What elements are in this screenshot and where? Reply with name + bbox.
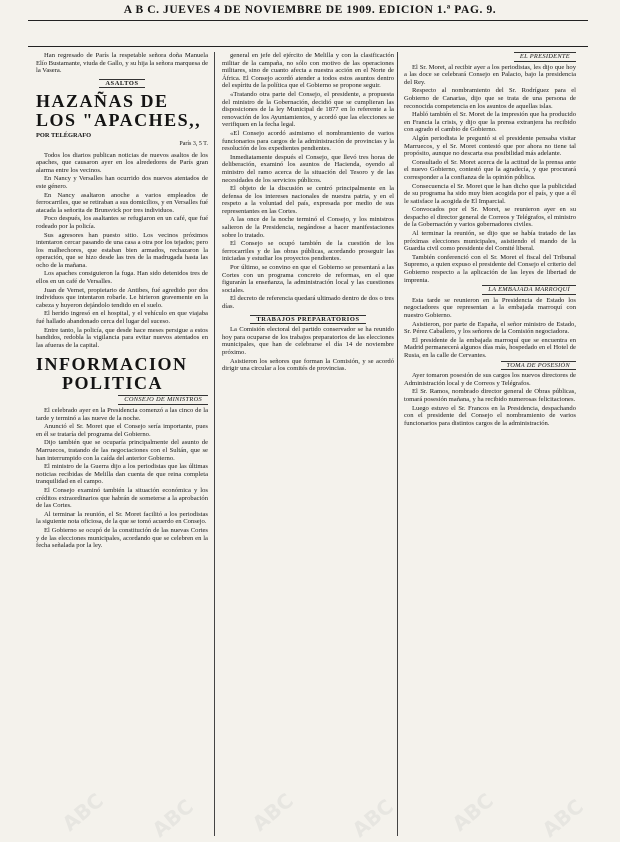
headline-line-1: INFORMACION [36, 354, 188, 375]
article-paragraph: «El Consejo acordó asimismo el nombramiento de varios funcionarios para cargos de la administración de provincias y la resolución de los expedientes pendientes. [222, 129, 394, 153]
article-paragraph: El decreto de referencia quedará ultimado dentro de dos o tres días. [222, 295, 394, 310]
section-subhead-embajada: LA EMBAJADA MARROQUÍ [404, 285, 576, 295]
watermark: ABC [537, 794, 588, 842]
article-paragraph: Juan de Vernet, propietario de Antibes, fué agredido por dos individuos que intentaron robarle. Le hirieron gravemente en la cabeza y huyeron dejándolo tendido en el suelo. [36, 286, 208, 309]
header-rule-top [28, 20, 588, 21]
article-paragraph: Ayer tomaron posesión de sus cargos los nuevos directores de Administración local y de Correos y Telégrafos. [404, 372, 576, 387]
byline: POR TELÉGRAFO [36, 132, 92, 140]
watermark: ABC [57, 788, 108, 836]
article-paragraph: Respecto al nombramiento del Sr. Rodríguez para el Gobierno de Canarias, dijo que se trata de una persona de reconocida competencia en los asuntos de aquellas islas. [404, 87, 576, 110]
section-subhead-consejo: CONSEJO DE MINISTROS [36, 395, 208, 405]
article-paragraph: Algún periodista le preguntó si el presidente pensaba visitar Marruecos, y el Sr. Moret contestó que por ahora no tiene tal propósito, aunque no descarta esa posibilidad más adelante. [404, 134, 576, 158]
article-paragraph: El ministro de la Guerra dijo a los periodistas que las últimas noticias recibidas de Melilla dan cuenta de que reina completa tranquilidad en el campo. [36, 463, 208, 486]
headline-line-2: POLITICA [62, 373, 164, 394]
column-1 [36, 52, 208, 551]
article-paragraph: El Sr. Moret, al recibir ayer a los periodistas, les dijo que hoy a las doce se celebrará Consejo en Palacio, bajo la presidencia del Rey. [404, 63, 576, 86]
article-paragraph: Esta tarde se reunieron en la Presidencia de Estado los negociadores que representan a la embajada marroquí con nuestro Gobierno. [404, 296, 576, 319]
article-paragraph: «Tratando otra parte del Consejo, el presidente, a propuesta del ministro de la Gobernación, decidió que se cumplieran las disposiciones de la ley Municipal de 1877 en lo referente a la renovación de los Ayuntamientos, y acordó que las elecciones se verifiquen en la fecha legal. [222, 90, 394, 129]
article-paragraph: Asistieron, por parte de España, el señor ministro de Estado, Sr. Pérez Caballero, y los señores de la Comisión negociadora. [404, 320, 576, 336]
article-paragraph: general en jefe del ejército de Melilla y con la clasificación militar de la campaña, no sólo con motivo de las operaciones militares, sino de cuanto afecta a nuestra acción en el Norte de África. El Consejo acordó atender a todos estos asuntos dentro del espíritu de la política que el Gobierno se propone seguir. [222, 52, 394, 90]
page-header: A B C. JUEVES 4 DE NOVIEMBRE DE 1909. EDICION 1.ª PAG. 9. [123, 4, 497, 16]
article-paragraph: Inmediatamente después el Consejo, que llevó tres horas de deliberación, examinó los asuntos de Hacienda, oyendo al ministro del ramo acerca de la situación del Tesoro y de las necesidades de los servicios públicos. [222, 153, 394, 184]
article-paragraph: También conferenció con el Sr. Moret el fiscal del Tribunal Supremo, a quien expuso el presidente del Consejo el criterio del Gobierno respecto a la aplicación de las leyes de libertad de imprenta. [404, 253, 576, 284]
section-subhead-asaltos: ASALTOS [36, 79, 208, 89]
article-paragraph: Habló también el Sr. Moret de la impresión que ha producido en Francia la crisis, y dijo que la prensa extranjera ha recibido con agrado el cambio de Gobierno. [404, 111, 576, 134]
headline-line-2: LOS "APACHES,, [36, 110, 202, 131]
headline-hazanas [36, 92, 208, 130]
article-paragraph: El herido ingresó en el hospital, y el vehículo en que viajaba fué hallado abandonado cerca del lugar del suceso. [36, 310, 208, 326]
column-divider [397, 52, 398, 836]
article-paragraph: Consultado el Sr. Moret acerca de la actitud de la prensa ante el nuevo Gobierno, contestó que la agradecía, y que procurará corresponder a la confianza de la opinión pública. [404, 158, 576, 181]
article-paragraph: El presidente de la embajada marroquí que se encuentra en Madrid permanecerá algunos días más, hospedado en el Hotel de Rusia, en la calle de Cervantes. [404, 336, 576, 359]
article-paragraph: El Consejo examinó también la situación económica y los créditos extraordinarios que habrán de someterse a la aprobación de las Cortes. [36, 486, 208, 510]
article-paragraph: En Nancy asaltaron anoche a varios empleados de ferrocarriles, que se retiraban a sus domicilios, y en Versalles fué atacada la señorita de Brunsvick por tres individuos. [36, 191, 208, 214]
watermark: ABC [347, 794, 398, 842]
article-paragraph: El objeto de la discusión se centró principalmente en la defensa de los intereses nacionales de nuestra patria, y en el respeto a la voluntad del país, expresada por medio de sus representantes en las Cortes. [222, 185, 394, 215]
article-paragraph: Los apaches consiguieron la fuga. Han sido detenidos tres de ellos en un café de Versalles. [36, 270, 208, 286]
column-2 [222, 52, 394, 374]
watermark: ABC [147, 794, 198, 842]
article-paragraph: Todos los diarios publican noticias de nuevos asaltos de los apaches, que causaron ayer en los alrededores de París gran alarma entre los vecinos. [36, 151, 208, 174]
watermark: ABC [447, 788, 498, 836]
headline-informacion-politica [36, 355, 208, 393]
section-subhead-presidente: EL PRESIDENTE [404, 52, 576, 62]
intro-paragraph: Han regresado de París la respetable señora doña Manuela Elío Bustamante, viuda de Gallo, y su hija la señora marquesa de la Vasera. [36, 52, 208, 75]
article-paragraph: Entre tanto, la policía, que desde hace meses persigue a estos bandidos, redobla la vigilancia para evitar nuevos atentados en las afueras de la capital. [36, 326, 208, 349]
dateline: París 3, 5 T. [179, 140, 208, 147]
article-paragraph: Por último, se convino en que el Gobierno se presentará a las Cortes con un programa concreto de reformas, en el que figurarán la enseñanza, la administración local y las cuestiones sociales. [222, 264, 394, 294]
article-paragraph: Sus agresores han puesto sitio. Los vecinos próximos intentaron cercar pasando de una casa a otra por los tejados; pero los malhechores, que estaban bien armados, rechazaron la operación, que se hizo desde las tres de la madrugada hasta las ocho de la mañana. [36, 231, 208, 269]
article-paragraph: Al terminar la reunión, se dijo que se había tratado de las próximas elecciones municipales, asistiendo el mando de la Guardia civil como presidente del Comité liberal. [404, 230, 576, 253]
article-paragraph: A las once de la noche terminó el Consejo, y los ministros salieron de la Presidencia, negándose a hacer manifestaciones sobre lo tratado. [222, 216, 394, 239]
article-paragraph: Anunció el Sr. Moret que el Consejo sería importante, pues en él se trataría del programa del Gobierno. [36, 423, 208, 438]
column-divider [214, 52, 215, 836]
article-paragraph: Convocados por el Sr. Moret, se reunieron ayer en su despacho el director general de Correos y Telégrafos, el ministro de la Gobernación y varios gobernadores civiles. [404, 206, 576, 229]
article-paragraph: Asistieron los señores que forman la Comisión, y se acordó dirigir una circular a los comités de provincias. [222, 357, 394, 373]
article-paragraph: Al terminar la reunión, el Sr. Moret facilitó a los periodistas la siguiente nota oficiosa, de la que se tomó acuerdo en Consejo. [36, 510, 208, 526]
article-paragraph: Dijo también que se ocuparía principalmente del asunto de Marruecos, tratando de las negociaciones con el Sultán, que se han interrumpido con la caída del anterior Gobierno. [36, 439, 208, 462]
section-subhead-trabajos: TRABAJOS PREPARATORIOS [222, 315, 394, 325]
article-paragraph: El Sr. Ramos, nombrado director general de Obras públicas, tomará posesión mañana, y ha recibido numerosas felicitaciones. [404, 388, 576, 403]
watermark: ABC [247, 788, 298, 836]
article-paragraph: El celebrado ayer en la Presidencia comenzó a las cinco de la tarde y terminó a las nueve de la noche. [36, 407, 208, 422]
article-paragraph: El Consejo se ocupó también de la cuestión de los ferrocarriles y de las obras públicas, acordando proseguir las iniciadas y estudiar los proyectos pendientes. [222, 240, 394, 263]
column-3 [404, 52, 576, 428]
headline-line-1: HAZAÑAS DE [36, 91, 169, 112]
section-subhead-posesion: TOMA DE POSESIÓN [404, 361, 576, 371]
article-paragraph: El Gobierno se ocupó de la constitución de las nuevas Cortes y de las elecciones municipales, acordando que se celebren en la fecha señalada por la ley. [36, 526, 208, 550]
header-rule-bottom [28, 46, 588, 47]
article-paragraph: La Comisión electoral del partido conservador se ha reunido hoy para ocuparse de los trabajos preparatorios de las elecciones municipales, que han de celebrarse el día 14 de noviembre próximo. [222, 326, 394, 356]
article-paragraph: Luego estuvo el Sr. Francos en la Presidencia, despachando con el presidente del Consejo el nombramiento de varios funcionarios para distintos cargos de la administración. [404, 404, 576, 427]
article-paragraph: Poco después, los asaltantes se refugiaron en un café, que fué rodeado por la policía. [36, 215, 208, 230]
article-paragraph: Consecuencia el Sr. Moret que le han dicho que la publicidad de su programa ha sido muy bien acogida por el país, y que a él le satisface la acogida de El Imparcial. [404, 182, 576, 205]
article-paragraph: En Nancy y Versalles han ocurrido dos nuevos atentados de este género. [36, 175, 208, 190]
